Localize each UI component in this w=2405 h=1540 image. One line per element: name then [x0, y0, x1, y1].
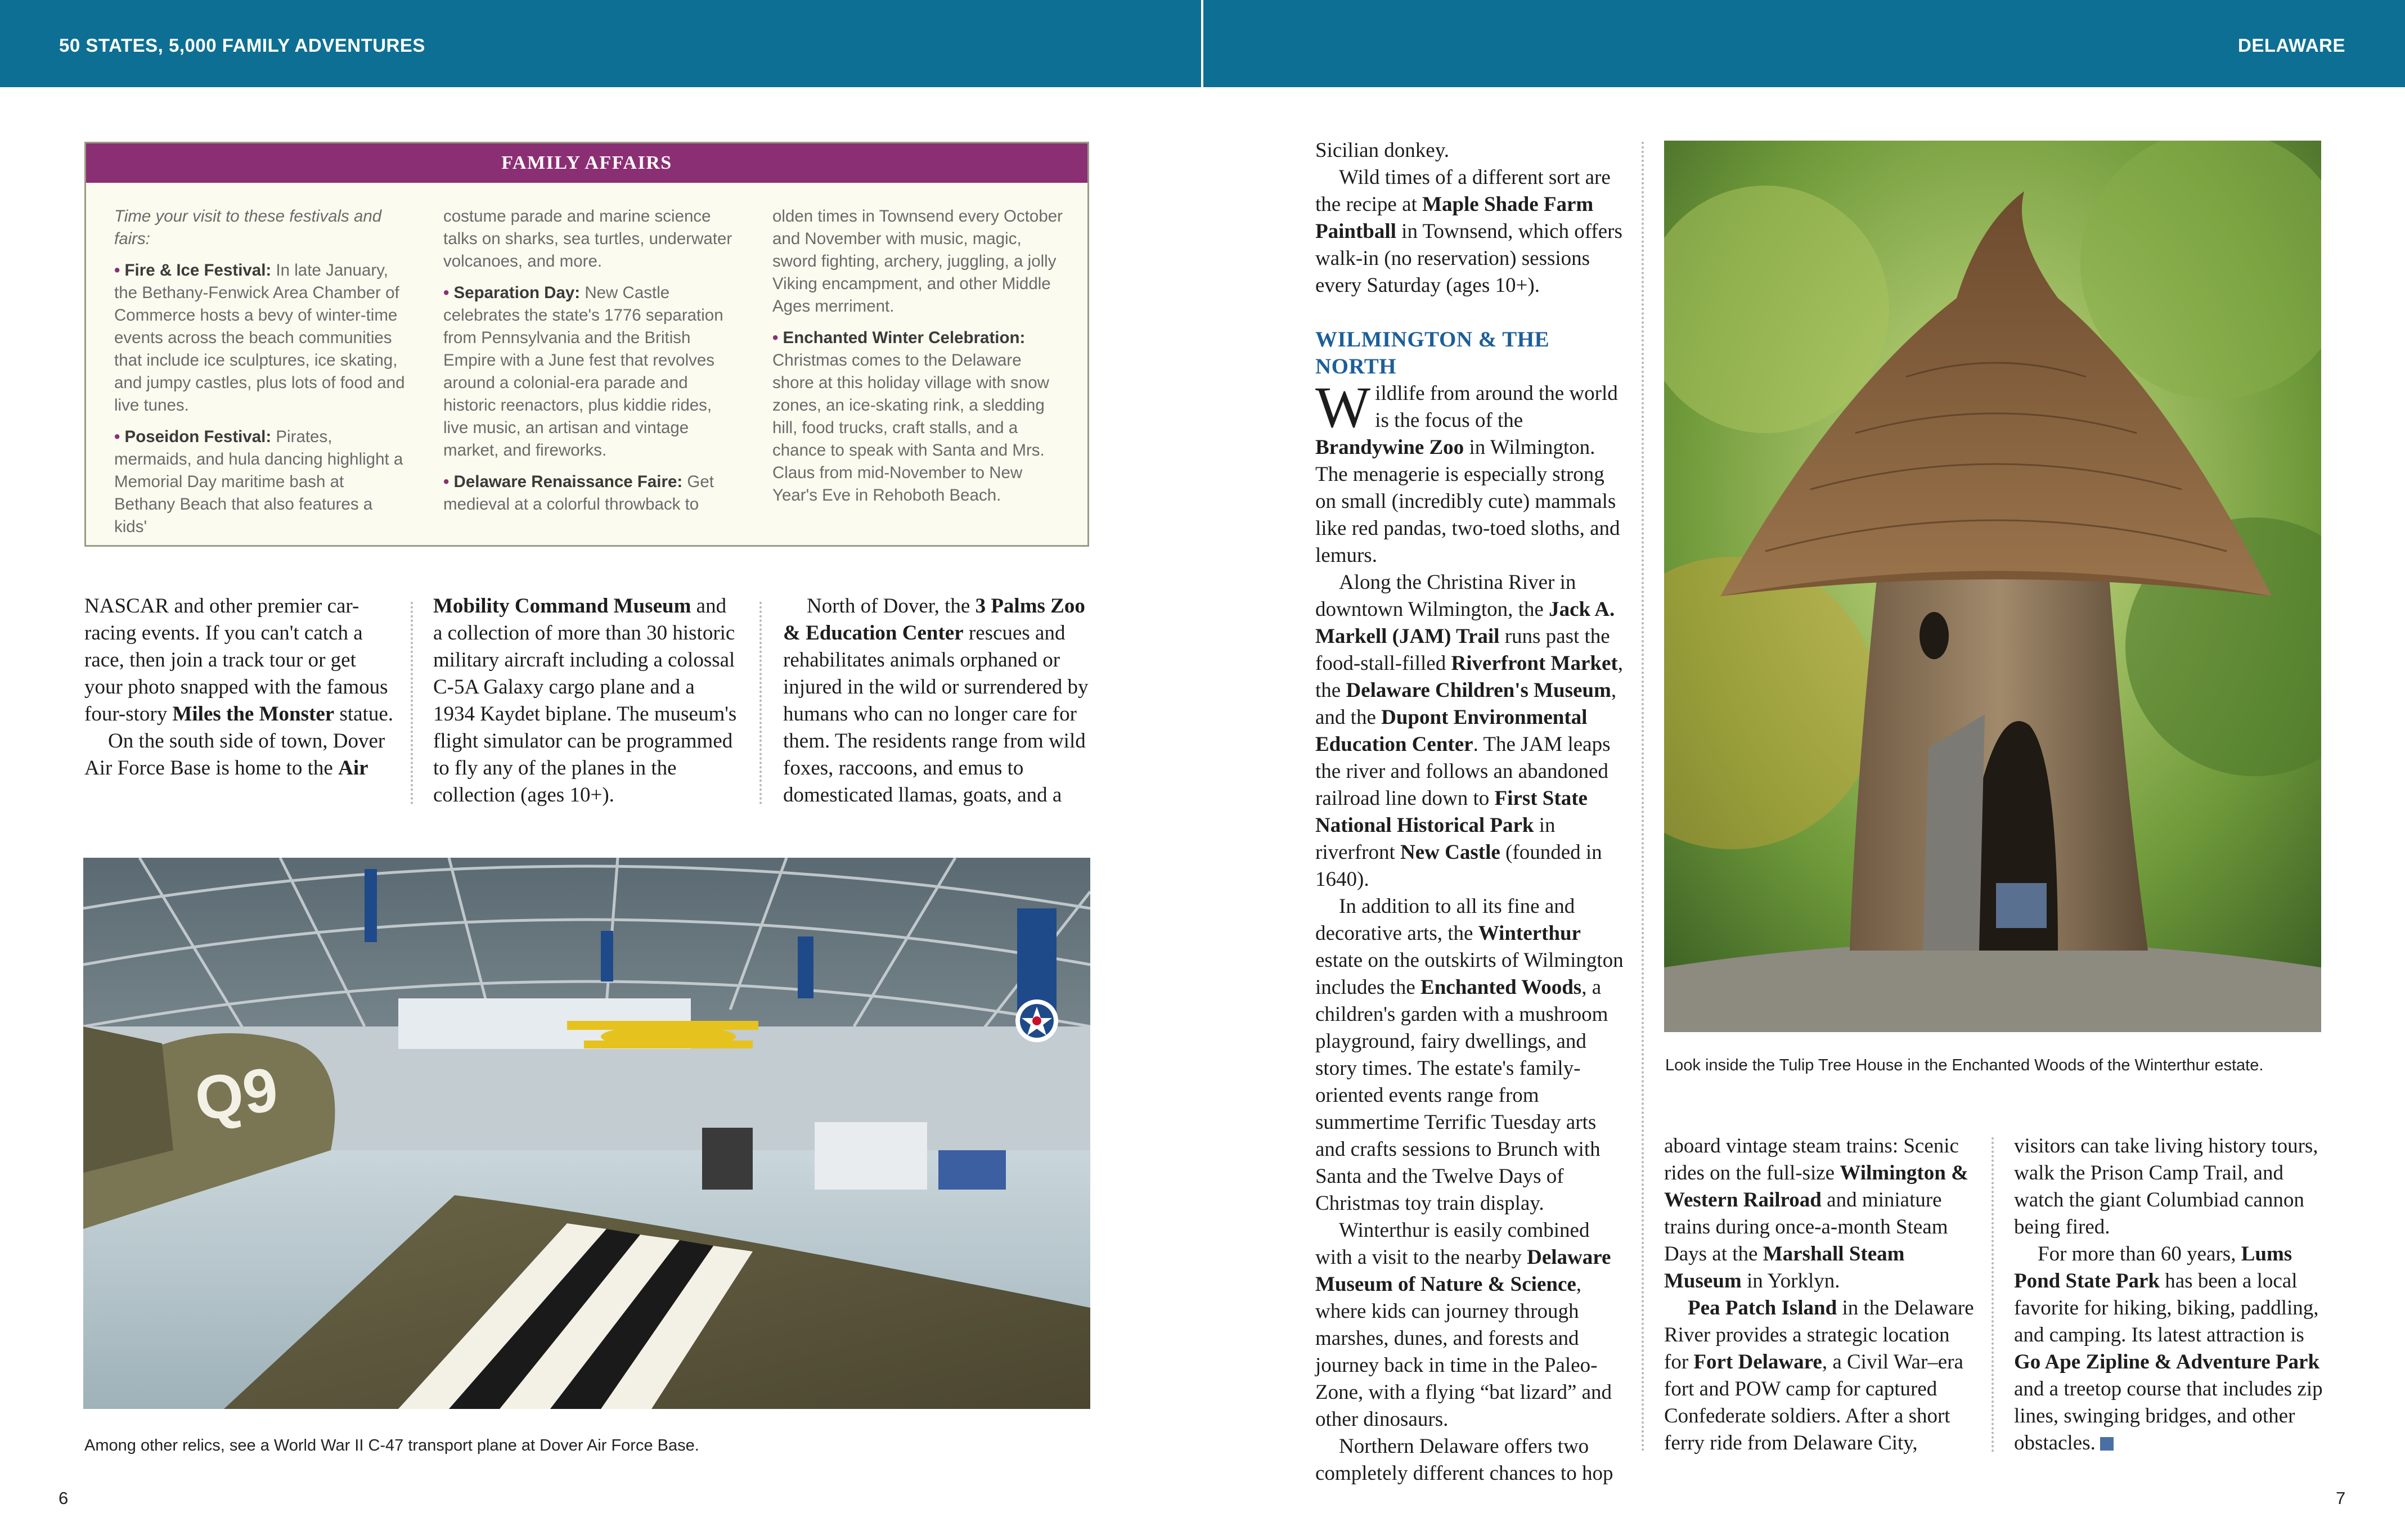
- bullet-icon: •: [114, 261, 125, 280]
- bullet-icon: •: [772, 328, 783, 347]
- paragraph: Pea Patch Island in the Delaware River provides a strategic location for Fort Delaware, a Civil War–era fort and POW camp for captured Confederate soldiers. After a short ferry ride from Delaware City,: [1664, 1296, 1974, 1455]
- end-of-article-mark: [2100, 1437, 2114, 1451]
- column-rule: [1992, 1137, 1994, 1452]
- paragraph: For more than 60 years, Lums Pond State Park has been a local favorite for hiking, biking, paddling, and camping. Its latest attraction is Go Ape Zipline & Adventure Park and a treetop course that includes zip lines, swinging bridges, and other obstacles.: [2014, 1242, 2323, 1455]
- column-rule: [1642, 142, 1644, 1452]
- running-head-state: DELAWARE: [2237, 35, 2345, 56]
- paragraph: On the south side of town, Dover Air Force Base is home to the Air: [84, 730, 385, 780]
- festival-item-continued: costume parade and marine science talks on sharks, sea turtles, underwater volcanoes, and more.: [443, 207, 732, 271]
- bullet-icon: •: [114, 427, 125, 446]
- right-page-column-1: [1315, 137, 1625, 1487]
- right-photo-caption: Look inside the Tulip Tree House in the Enchanted Woods of the Winterthur estate.: [1665, 1056, 2264, 1074]
- left-page-column-3: [783, 593, 1093, 809]
- paragraph: visitors can take living history tours, walk the Prison Camp Trail, and watch the giant Columbiad cannon being fired.: [2014, 1134, 2318, 1239]
- paragraph: Along the Christina River in downtown Wilmington, the Jack A. Markell (JAM) Trail runs past the food-stall-filled Riverfront Market, the Delaware Children's Museum, and the Dupont Environmental Education Center. The JAM leaps the river and follows an abandoned railroad line down to First State National Historical Park in riverfront New Castle (founded in 1640).: [1315, 571, 1623, 891]
- tree-house-illustration: [1664, 141, 2321, 1032]
- festival-item: • Poseidon Festival: Pirates, mermaids, and hula dancing highlight a Memorial Day maritime bash at Bethany Beach that also features a kids': [114, 427, 403, 536]
- tulip-tree-house-photo: [1664, 141, 2321, 1032]
- hangar-c47-photo: [83, 858, 1090, 1409]
- paragraph: Sicilian donkey.: [1315, 139, 1450, 162]
- plane-marking: Q9: [190, 1054, 282, 1134]
- paragraph: Northern Delaware offers two completely different chances to hop: [1315, 1435, 1613, 1485]
- column-rule: [759, 602, 762, 804]
- festival-item-continued: olden times in Townsend every October and November with music, magic, sword fighting, archery, juggling, a jolly Viking encampment, and other Middle Ages merriment.: [772, 207, 1063, 316]
- sidebar-column-1: [114, 205, 407, 547]
- left-photo-caption: Among other relics, see a World War II C-47 transport plane at Dover Air Force Base.: [84, 1437, 699, 1455]
- paragraph: North of Dover, the 3 Palms Zoo & Education Center rescues and rehabilitates animals orphaned or injured in the wild or surrendered by humans who can no longer care for them. The residents range from wild foxes, raccoons, and emus to domesticated llamas, goats, and a: [783, 595, 1089, 807]
- header-band-right: [1203, 0, 2405, 87]
- paragraph: In addition to all its fine and decorative arts, the Winterthur estate on the outskirts of Wilmington includes the Enchanted Woods, a children's garden with a mushroom playground, fairy dwellings, and story times. The estate's family-oriented events range from summertime Terrific Tuesday arts and crafts sessions to Brunch with Santa and the Twelve Days of Christmas toy train display.: [1315, 895, 1624, 1215]
- right-page-column-2: [1664, 1133, 1976, 1457]
- left-page-column-1: [84, 593, 397, 782]
- column-rule: [411, 602, 413, 804]
- header-band-left: [0, 0, 1201, 87]
- hangar-illustration: [83, 858, 1090, 1409]
- right-page-column-3: [2014, 1133, 2326, 1457]
- paragraph: NASCAR and other premier car-racing events. If you can't catch a race, then join a track tour or get your photo snapped with the famous four-story Miles the Monster statue.: [84, 595, 393, 726]
- sidebar-title: FAMILY AFFAIRS: [86, 143, 1087, 183]
- section-subhead: WILMINGTON & THE NORTH: [1315, 327, 1550, 379]
- page-number-left: 6: [59, 1488, 69, 1508]
- family-affairs-sidebar: [84, 142, 1089, 547]
- paragraph: Wild times of a different sort are the recipe at Maple Shade Farm Paintball in Townsend, which offers walk-in (no reservation) sessions every Saturday (ages 10+).: [1315, 166, 1622, 297]
- drop-cap: W: [1315, 375, 1371, 440]
- festival-item: • Enchanted Winter Celebration: Christmas comes to the Delaware shore at this holiday village with snow zones, an ice-skating rink, a sledding hill, food trucks, craft stalls, and a chance to speak with Santa and Mrs. Claus from mid-November to New Year's Eve in Rehoboth Beach.: [772, 328, 1049, 505]
- page-number-right: 7: [2336, 1488, 2346, 1508]
- paragraph: Wildlife from around the world is the focus of the Brandywine Zoo in Wilmington. The menagerie is especially strong on small (incredibly cute) mammals like red pandas, two-toed sloths, and lemurs.: [1315, 375, 1620, 567]
- left-page-column-2: [433, 593, 740, 809]
- paragraph: Mobility Command Museum and a collection of more than 30 historic military aircraft including a colossal C-5A Galaxy cargo plane and a 1934 Kaydet biplane. The museum's flight simulator can be programmed to fly any of the planes in the collection (ages 10+).: [433, 595, 737, 807]
- festival-item: • Fire & Ice Festival: In late January, the Bethany-Fenwick Area Chamber of Commerce hosts a bevy of winter-time events across the beach communities that include ice sculptures, ice skating, and jumpy castles, plus lots of food and live tunes.: [114, 261, 405, 415]
- sidebar-column-2: [443, 205, 736, 525]
- bullet-icon: •: [443, 283, 454, 302]
- sidebar-column-3: [772, 205, 1065, 516]
- festival-item: • Separation Day: New Castle celebrates the state's 1776 separation from Pennsylvania and the British Empire with a June fest that revolves around a colonial-era parade and historic reenactors, plus kiddie rides, live music, an artisan and vintage market, and fireworks.: [443, 283, 723, 460]
- sidebar-intro: Time your visit to these festivals and fairs:: [114, 207, 382, 248]
- paragraph: Winterthur is easily combined with a visit to the nearby Delaware Museum of Nature & Science, where kids can journey through marshes, dunes, and forests and journey back in time in the Paleo-Zone, with a flying “bat lizard” and other dinosaurs.: [1315, 1219, 1612, 1431]
- festival-item: • Delaware Renaissance Faire: Get medieval at a colorful throwback to: [443, 472, 714, 514]
- running-head-book-title: 50 STATES, 5,000 FAMILY ADVENTURES: [59, 35, 425, 56]
- bullet-icon: •: [443, 472, 454, 491]
- paragraph: aboard vintage steam trains: Scenic rides on the full-size Wilmington & Western Railroad and miniature trains during once-a-month Steam Days at the Marshall Steam Museum in Yorklyn.: [1664, 1134, 1968, 1293]
